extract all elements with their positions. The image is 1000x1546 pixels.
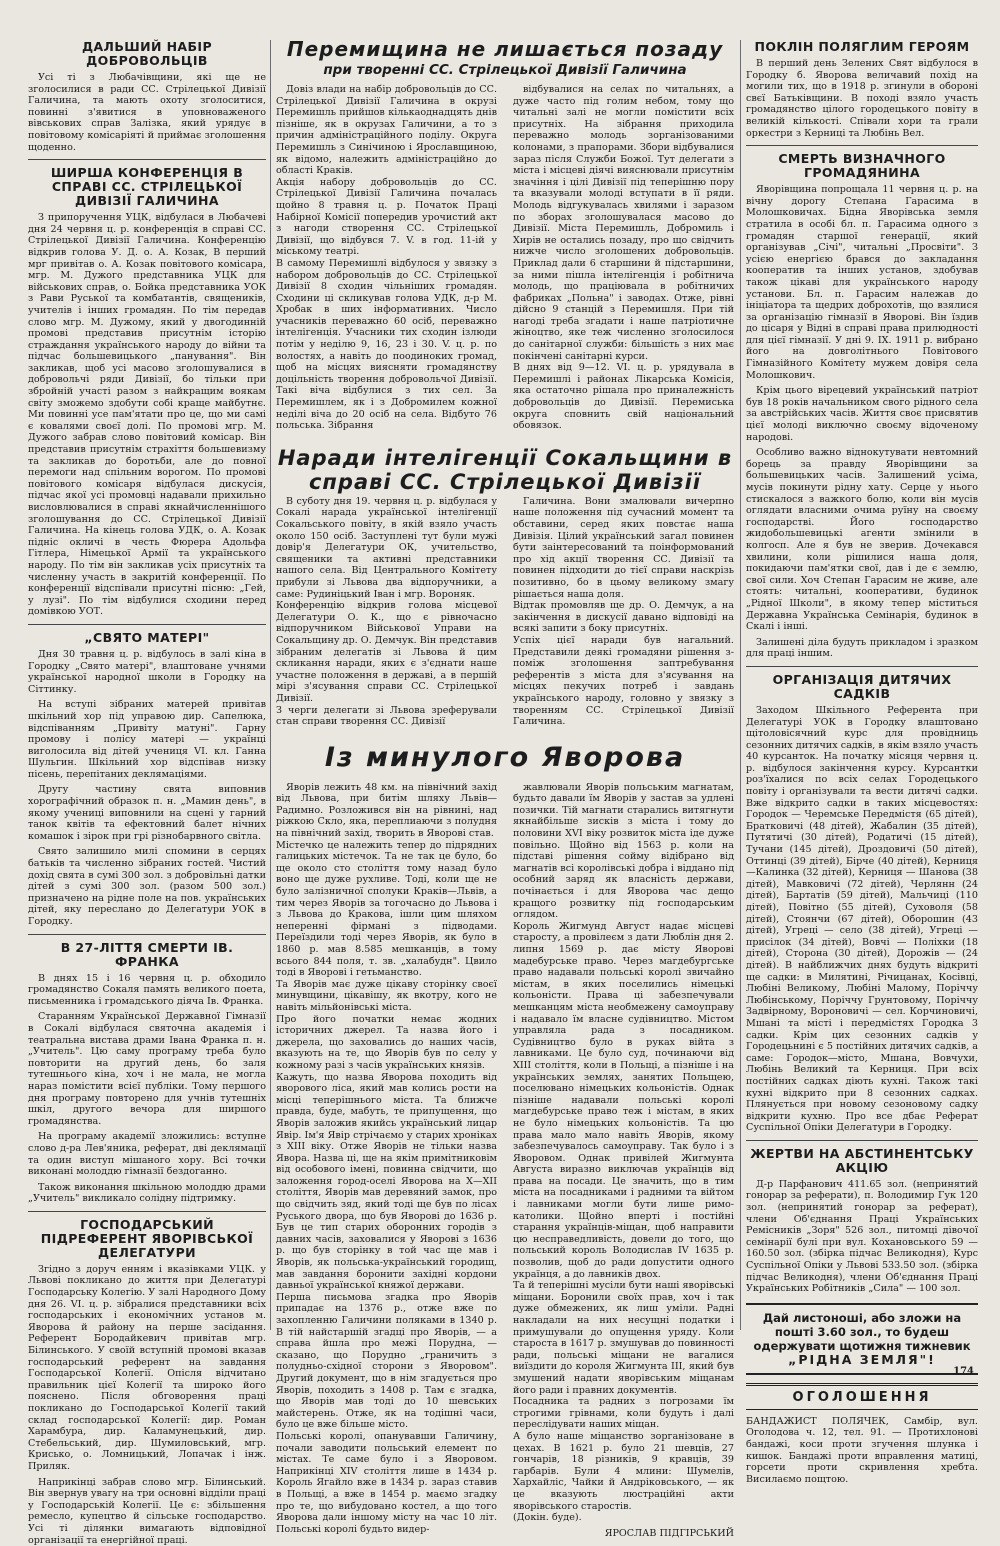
headline: Перемищина не лишається позаду (286, 37, 724, 61)
article-text: В суботу дня 19. червня ц. р. відбулася у Сокалі нарада української інтелігенції Сокальського повіту, в якій взяло участь около 150 осіб. Заступлені тут були мужі довір'я Делегатури ОК, учительство, священики та активні представники нашого села. Від Центрального Комітету прибули зі Львова два відпоручники, а саме: Рудиніцький Іван і мгр. Вороняк. Конференцію відкрив голова місцевої Делегатури О. К., що є рівночасно відпоручником Військової Управи на Сокальщину др. О. Демчук. Він представив зібраним делегатів зі Львова й цим скликання наради, яких є з'єднати наше участне положення в державі, а в першій мірі з'ясування справи СС. Стрілецької Дивізії. З черги делегати зі Львова зреферували стан справи творення СС. Дивізії (276, 495, 497, 728)
headline: Наради інтелігенції Сокальщини в справі СС. Стрілецької Дивізії (277, 445, 733, 494)
ads-header: ОГОЛОШЕННЯ (746, 1383, 978, 1410)
article-paragraph: На вступі зібраних матерей привітав шкільний хор під управою дир. Сапелюка, відспіванням „Привіту матуні". Гарну промову і полісу матері — українці виголосила від дітей учениця VI. кл. Ганна Шульгин. Шкільний хор відспівав низку пісень, перепітаних деклямаціями. (28, 699, 266, 780)
article-text: Галичина. Вони змалювали вичерпно наше положення під сучасний момент та обставини, серед яких повстає наша Дивізія. Цілий український загал повинен бути заінтересований та поінформований про хід акції творення СС. Дивізії та повинен підходити до тієї справи наскрізь позитивно, бо в цьому великому змагу рішається наша доля. Відтак промовляв ще др. О. Демчук, а на закінчення в дискусії давано відповіді на всякі запити з боку присутніх. Успіх цієї наради був нагальний. Представили деякі громадяни рішення з-поміж зголошення заптребування референтів з міста для з'ясування на місцях пекучих потреб і завдань українського народу, головно у звязку з творенням СС. Стрілецької Дивізії Галичина. (513, 495, 734, 728)
article-columns (276, 84, 734, 436)
divider (28, 624, 266, 625)
article-paragraph: Другу частину свята виповнив хорографічний образок п. н. „Мамин день", в якому учениці виповнили на сцені у гарний танок квітів та ефектовний балет нічних комашок і зірок при грі різнобарвного світла. (28, 784, 266, 842)
article-title: ПОКЛІН ПОЛЯГЛИМ ГЕРОЯМ (754, 39, 970, 54)
article-text: Довіз влади на набір добровольців до СС. Стрілецької Дивізії Галичина в окрузі Перемишль прийшов кількаоднадцять днів пізніше, як в окрузах Галичини, а то з причин адміністраційного поділу. Округа Перемишль з Синічиною і Ярославщиною, як відомо, належить адміністраційно до області Краків. Акція набору добровольців до СС. Стрілецької Дивізії Галичина почалась щойно 8 травня ц. р. Початок Праці Набірної Комісії попередив урочистий акт з нагоди створення СС. Стрілецької Дивізії, що відбувся 7. V. в год. 11-ій у міському театрі. В самому Перемишлі відбулося у звязку з набором добровольців до СС. Стрілецької Дивізії 8 сходин чільніших громадян. Сходини ці скликував голова УДК, д-р М. Хробак в ших інформативних. Число учасників переважно 60 осіб, переважно інтелігенція. Учасники тих сходин ізлюди потім у неділю 9, 16, 23 і 30. V. ц. р. по волостях, а навіть до поодиноких громад, щоб на місцях виясняти громадянству доцільність творення добровольчої Дивізії. Такі віча відбулися з тих сел. За Перемишлем, як і з Добромилем кожної неділі віча до 20 осіб на села. Відбуто 76 польська. Зібрання (276, 84, 497, 432)
headline: Із минулого Яворова (324, 741, 686, 773)
middle-column (276, 34, 734, 1539)
article-paragraph: Особливо важно віднокутувати невтомний борець за правду Яворівщини за большевицьких часів. Залишений усіма, мусів покинути рідну хату. Серце у нього стискалося з важкого болю, коли він мусів оглядати власними очима руїну на своєму господарстві. Його господарство жидобольшевицькі агенти змінили в колгосп. Але я був не зверив. Дочекався хвилини, коли рішилися наша доля, покидаючи пам'ятки свої, дав і де є землю, свої сили. Хоч Степан Гарасим не живе, але стоять: читальні, кооперативи, будинок „Рідної Школи", в якому тепер міститься Державна Українська Семінарія, будинок в Скалі і інші. (746, 447, 978, 633)
article-paragraph: На програму академії зложились: вступне слово д-ра Лев'яника, реферат, дві деклямації та один виступ мішаного хору. Всі точки виконані молоддю гімназії бездоганно. (28, 1131, 266, 1178)
article-paragraph: Наприкінці забрав слово мгр. Білинський. Він звернув увагу на три основні відділи праці у Господарській Колегії. Це є: збільшення ремесло, купецтво й сільське господарство. Усі ті ділянки вимагають відповідної організації та енергійної праці. (28, 1476, 266, 1546)
article-title: ОРГАНІЗАЦІЯ ДИТЯЧИХ САДКІВ (772, 671, 952, 701)
divider (746, 145, 978, 146)
column-rule (270, 40, 271, 1330)
article-text: жавлювали Яворів польським магнатам, будьто давали їм Яворів у застав за удлені позички. Тій магнати старались витягнути якнайбільше зисків з міста і тому до половини XVI віку розвиток міста іде дуже повільно. Щойно від 1563 р. коли на підставі рішення сойму відібрано від магнатів всі королівські добра і віддано під особний заряд як власність держави, почінається і для Яворова час дещо кращого розвитку під господарським оглядом. Король Жигмунд Август надає місцеві старосту, а провілеєм з дати Люблін дня 2. липня 1569 р. дає місту Яворові мадебурське право. Через магдебургське право надавали польські королі звичайно містам, в яких поселились німецькі кольоністи. Права ці забезпечували мешканцям міста необмежену самоуправу і надавало їм власне судівництво. Містом управляла рада з посадником. Судівництво було в руках війта з лавниками. Це було суд, починаючи від XIII століття, коли в Польщі, а пізніше і на українських землях, занятих Польщею, поселювано німецьких кольоністів. Однак пізніше надавали польські королі магдебурське право теж і містам, в яких не було німецьких кольоністів. Та цю права мало мало навіть Яворів, якому забезпечувалось самоуправу. Так було і з Яворовом. Однак привілей Жигмунта Августа виразно виключав українців від права на посади. Це значить, що в тим міста на посадниками і радними та війтом і лавниками могли бути лише римо-католики. Щойно вперті і постійні старання українців-міщан, щоб направити цю несправедливість, довели до того, що польський король Володислав IV 1635 р. позволив, щоб до ради допустити одного українця, а до лавників двох. Та й теперішні мусіли бути наші яворівські міщани. Боронили своїх прав, хоч і так дуже обмежених, як лиш уміли. Радні накладали на них несущні податки і примушували до опущення уряду. Коли староста в 1617 р. змушував до повинності ради, польські міщани не вагалися виїздити до короля Жигмунта III, який був змушений надати яворівським міщанам його ради і правних документів. Посадника та радних з погрозами їм строгими грівнами, коли будуть і далі переслідувати наших міщан. А було наше міщанство зорганізоване в цехах. В 1621 р. було 21 шевців, 27 гончарів, 18 різників, 9 кравців, 39 гарбарів. Були 4 млини: Шумелів, Хархайліс, Чайки й Андріковського, — як це вказують люстраційні акти яворівського старостів. (Докін. буде). (513, 781, 734, 1524)
article-text: Усі ті з Любачівщини, які ще не зголосилися в ради СС. Стрілецької Дивізії Галичина, та мають охоту зголоситися, повинні з'явитися в уповноваженого вівськових справ Залізка, який урядує в повітовому комісаріяті й приймає зголошення щоденно. (28, 72, 266, 153)
subscription-promo (746, 1303, 978, 1375)
divider (28, 159, 266, 160)
article-title: „СВЯТО МАТЕРІ" (84, 629, 210, 645)
left-column (28, 34, 267, 1546)
author-signature: ЯРОСЛАВ ПІДГІРСЬКИЙ (604, 1527, 734, 1539)
divider (28, 934, 266, 935)
article-paragraph: В днях 15 і 16 червня ц. р. обходило громадянство Сокаля память великого поета, письменника і громадського діяча Ів. Франка. (28, 972, 266, 1007)
article-title: ДАЛЬШИЙ НАБІР ДОБРОВОЛЬЦІВ (81, 39, 213, 68)
article-text: В перший день Зелених Свят відбулося в Городку б. Яворова величавий похід на могили тих, що в 1918 р. згинули в обороні свєї Батьківщини. В поході взяло участь громадянство цілого городецького повіту в великій кількості. Співали хори та грали оркестри з Керниці та Любінь Вел. (746, 58, 978, 139)
page-number: 174 (953, 1366, 974, 1377)
article-columns (276, 782, 734, 1540)
article-title: В 27-ЛІТТЯ СМЕРТИ ІВ. ФРАНКА (60, 939, 234, 969)
article-paragraph: Свято залишило милі спомини в серцях батьків та численно зібраних гостей. Чистий дохід свята в сумі 300 зол. з добровільні датки дітей з сумі 300 зол. (разом 500 зол.) призначено на рідне поле на пов. українських дітей, яку переслано до Делегатури УОК в Городку. (28, 846, 266, 927)
article-paragraph: Згідно з доруч енням і вказівками УЦК. у Львові покликано до життя при Делегатурі Господарську Колегію. У залі Народного Дому дня 26. VI. ц. р. зібралися представники всіх господарських і економічних установ м. Яворова й району на перше засідання. Референт Бородайкевич привітав мгр. Білинського. У своїй вступній промові вказав господарський референт на завдання Господарської Колегії. Опісля відчитано правильник цієї Колегії та широко його пояснено. Після обговорення праці покликано до Господарської Колегії такий склад господарської Колегії: дир. Роман Харамбура, дир. Каламунецький, дир. Стебельський, дир. Шумиловський, мгр. Крисько, о. Ломницький, Лопачак і інж. Приляк. (28, 1263, 267, 1472)
ad-text: БАНДАЖИСТ ПОЛЯЧЕК, Самбір, вул. Оголодова ч. 12, тел. 91. — Протихлонові бандажі, коси проти згучення шлунка і кишок. Бандажі проти вправлення матиці, горсети проти скривлення хребта. Висилаємо пощтою. (746, 1415, 978, 1485)
article-paragraph: Залишені діла будуть прикладом і зразком для праці іншим. (746, 636, 978, 660)
article-paragraph: Крім цього вірецевий український патріот був 18 років начальником свого рідного села за австрійських часів. Життя своє присвятив цієї молоді виключно своєму відоченому народові. (746, 385, 978, 443)
article-paragraph: Яворівщина попрощала 11 червня ц. р. на вічну дорогу Степана Гарасима в Молошковичах. Бідна Яворівська земля стратила в особі бл. п. Гарасима одного з громадян старшої генерації, який організував „Січі", читальні „Просвіти". З усією енергією брався до закладання кооператив та інших установ, здобував також цікаві для українського народу установи. Бл. п. Гарасим належав до ініціатора та щедрих доброхотів, що взялися за організацію гімназії в Яворові. Він їздив до цісаря у Відні в справі права прилюдності для цієї гімназії. У дні 9. IX. 1911 р. вибрано його на довголітнього Повітового Гімназійного Комітету мужем довіря села Молошкович. (746, 184, 978, 381)
article-text: З припоручення УЦК, відбулася в Любачеві дня 24 червня ц. р. конференція в справі СС. Стрілецької Дивізії Галичина. Конференцію відкрив голова У. Д. о. А. Козак, В перший мрг привітав о. А. Козак повітового комісара, мгр. М. Дужого представника УЦК для військових справ, о. Бойка представника УОК з Рави Руської та комбатантів, священиків, учителів і інших громадян. По тім передав слово мгр. М. Дужому, який у двогодинній промові представив присутнім історію страждання українського народу до війни та підчас большевицького „панування". Він закликав, щоб усі масово зголошувалися в добровольчі ряди Дивізії, бо тільки при збройній участі разом з найкращим воякам світу зможемо здобути собі краще майбутнє. Ми повинні усе пам'ятати про це, що ми самі є ковалями своєї долі. По промові мгр. М. Дужого забрав слово повітовий комісар. Він представив присутнім страхіття большевизму та закликав до боротьби, але до повної перемоги над спільним ворогом. По промові повітового комісаря відбулася дискусія, підчас якої усі промовці надавали прихильно висловлювалися в справі якнайчисленнішого зголошування до СС. Стрілецької Дивізії Галичина. На кінець голова УДК, о. А. Козак підніс окличі в честь Фюрера Адольфа Гітлера, Німецької Армії та українського народу. По тім він закликав усіх присутніх та численну участь в закритій конференції. По конференції відспівали присутні пісню: „Гей, у лузі". По тім відбулися сходини перед домівкою УОТ. (28, 212, 266, 618)
article-title: ЖЕРТВИ НА АБСТИНЕНТСЬКУ АКЦІЮ (750, 1145, 974, 1175)
article-text: відбувалися на селах по читальнях, а дуже часто під голим небом, тому що читальні залі не могли помістити всіх присутніх. На зібрання приходила переважно молодь зорганізованими колонами, з прапорами. Збори відбувалися зараз після Служби Божої. Тут делегати з міста і місцеві діячі вияснювали присутнім значіння і цілі Дивізії під теперішню пору та вказували молоді вступати в її ряди. Молодь відгукувалась хвилями і заразом по зборах зголошувалася масово до Дивізії. Міста Перемишль, Добромиль і Хирів не остались позаду, про що свідчить нижче число зголошених добровольців. Приклад дали 6 старшини й підстаршини, за ними пішла інтелігенція і робітнича молодь, що праціювала в робітничих фабриках „Польна" і заводах. Отже, рівні дійсно 9 станцій з Перемишля. При тій нагоді треба згадати і наше патріотичне жіноцтво, яке теж численно зголосилося до санітарної служби: більшість з них має покінчені санітарні курси. В днях від 9—12. VI. ц. р. урядувала в Перемишлі і районах Лікарська Комісія, яка остаточно рішала про приналежність добровольців до Дивізії. Перемиська округа сповнить свій національний обовязок. (513, 84, 734, 432)
article-paragraph: Дня 30 травня ц. р. відбулось в залі кіна в Городку „Свято матері", влаштоване учнями української народної школи в Городку на Сіттинку. (28, 648, 266, 695)
divider (746, 666, 978, 667)
divider (28, 1211, 266, 1212)
article-paragraph: Старанням Української Державної Гімназії в Сокалі відбулася святочна академія і театральна вистава драми Івана Франка п. н. „Учитель". Цю саму програму треба було повторити на другий день, бо заля тутешнього кіна, хоч і не мала, не могла нараз помістити всієї публіки. Тому першого дня програму повторено для учнів тутешніх шкіл, другого вечора для ширшого громадянства. (28, 1011, 266, 1127)
article-paragraph: Також виконання шкільною молоддю драми „Учитель" викликало солідну підтримку. (28, 1181, 266, 1205)
article-text: Яворів лежить 48 км. на північний захід від Львова, при битім шляху Львів—Радимно. Розложився він на рівнині, над ріжкою Скло, яка, переплиаючи з полудня на північний захід, творить в Яворові став. Містечко це належить тепер до підрядних галицьких містечок. Та не так це було, бо ще около сто століття тому назад було воно ще дуже рухливе. Тоді, коли ще не було залізничної сполуки Краків—Львів, а тим через Яворів за тогочасно до Львова і з Львова до Кракова, ішли цим шляхом неперенні фірмані з підводами. Переїздили тоді через Яворів, як було в 1860 р. мав 8.585 мешканців, в тому всього 844 поля, т. зв. „халабудн". Цвило тоді в Яворові і гетьманство. Та Яворів має дуже цікаву сторінку своєї минувщини, цікавішу, як вкотру, кого не навіть мільйонівські міста. Про його початки немає жодних історичних джерел. Та назва його і джерела, що заховались до наших часів, вказують на те, що Яворів був по селу у кожному разі з часів українських князів. Кажуть, що назва Яворова походить від яворового ліса, який мав колись рости на місці теперішнього міста. Та ближче правда, буде, мабуть, те припущення, що Яворів заложив якийсь український лицар Явір. Ім'я Явір стрічаємо у старих хроніках з XIII віку. Отже Яворів не тільки назва Явора. Назва ці, ще на якім примітниковім від особового імені, повинна свідчити, що заложення город-оселі Яворова на X—XII століття, Яворів мав деревяний замок, про що свідчить зяд, який тоді ще був по лісах Руського двора, що був Яворові до 1636 р. Був це тип старих оборонних городів з давних часів, заховалися у Яворові з 1636 р. що був сторінку в той час ще мав і Яворів, як польська-український городищ, мав завдання боронити західні кордони давньої української княжої держави. Перша письмова згадка про Яворів припадає на 1376 р., отже вже по захопленню Галичини поляками в 1340 р. В тій найстаршій згадці про Яворів, — а справа йшла про межі Порудна, — сказано, що Порудно „граничить з полудньо-східної сторони з Яворовом". Другий документ, що в нім згадується про Яворів, походить з 1408 р. Там є згадка, що Яворів мав тоді до 10 шевських майстерень. Отже, як на тодішні часи, було це вже більше місто. Польські королі, опанувавши Галичину, почали заводити польський елемент по містах. Те саме було і з Яворовом. Наприкінці XIV століття лише в 1434 р. Король Ягайло вже в 1434 р. зараз ставив в Польщі, а вже в 1454 р. маємо згадку про те, що вибудовано костел, а що того Яворова дали іншому місту на час 10 літ. Польські королі будьто видер- (276, 781, 497, 1535)
article-columns (276, 496, 734, 732)
subheadline: при творенні СС. Стрілецької Дивізії Галичина (323, 62, 687, 78)
article-title: СМЕРТЬ ВИЗНАЧНОГО ГРОМАДЯНИНА (778, 151, 946, 181)
divider (746, 1140, 978, 1141)
promo-text: Дай листоноші, або зложи на пошті 3.60 зол., то будеш одержувати щотижня тижневик (753, 1310, 971, 1353)
article-title: ШИРША КОНФЕРЕНЦІЯ В СПРАВІ СС. СТРІЛЕЦЬКОЇ ДИВІЗІЇ ГАЛИЧИНА (50, 165, 244, 209)
column-rule (740, 40, 741, 1330)
promo-title: „РІДНА ЗЕМЛЯ"! (788, 1351, 936, 1367)
article-text: Заходом Шкільного Референта при Делегатурі УОК в Городку влаштовано щітоловісячний курс для провідниць сезонних дитячих садків, в якім взяло участь 40 курсанток. На початку місяця червня ц. р. відбулося закінчення курсу. Курсантки роз'їхалися по всіх селах Городецького повіту і організували та вести дитячі садки. Вже відкрито садки в таких місцевостях: Городок — Черемське Передмістя (65 дітей), Братковичі (48 дітей), Жабалин (35 дітей), Путятичі (30 дітей), Родатичі (15 дітей), Тучани (145 дітей), Дроздовичі (50 дітей), Оттинці (39 дітей), Бірче (40 дітей), Керниця—Калинка (32 дітей), Керниця — Шанова (38 дітей), Мавковичі (72 дітей), Черлянн (24 дітей), Бартатів (59 дітей), Мальчиці (110 дітей), Повітно (55 дітей), Суховоля (58 дітей), Стоянчи (67 дітей), Оборошин (43 дітей), Угреці — село (38 дітей), Угреці — присілок (34 дітей), Вовчі — Поліхки (18 дітей), Сторона (30 дітей), Дорожів — (24 дітей). В найближчих днях будуть відкриті ще садки: в Милятині, Річицанах, Косівці, Любіні Великому, Любіні Малому, Поріччу Любінському, Поріччу Грунтовому, Поріччу Задвірному, Вороновичі — сел. Корчиновичі, Мшані та місті і передмістях Городка 3 садки. Крім цих сезонних садків у Городецьнині є 5 постійних дитячих садків, а саме: Городок—місто, Мшана, Вовчухи, Любінь Великий та Керниця. При всіх постійних садках діють кухні. Також такі кухні відкрито при 8 сезонних садках. Плянується при новому сезоновому садку відкрити кухню. Про все дбає Реферат Суспільної Опіки Делегатури в Городку. (746, 704, 978, 1134)
article-title: ГОСПОДАРСЬКИЙ ПІДРЕФЕРЕНТ ЯВОРІВСЬКОЇ ДЕЛЕГАТУРИ (40, 1216, 254, 1260)
article-text: Д-р Парфанович 411.65 зол. (непринятий гонорар за реферати), п. Володимир Гук 120 зол. (непринятий гонорар за реферат), члени Об'єднання Праці Українських Ремісників „Зоря" 526 зол., питомці дівочої семінарії булі при вул. Кохановського 59 — 160.50 зол. (збірка підчас Великодня), Курс Суспільної Опіки у Львові 533.50 зол. (збірка підчас Великодня), члени Об'єднання Праці Українських Робітників „Сила" — 100 зол. (746, 1178, 978, 1295)
